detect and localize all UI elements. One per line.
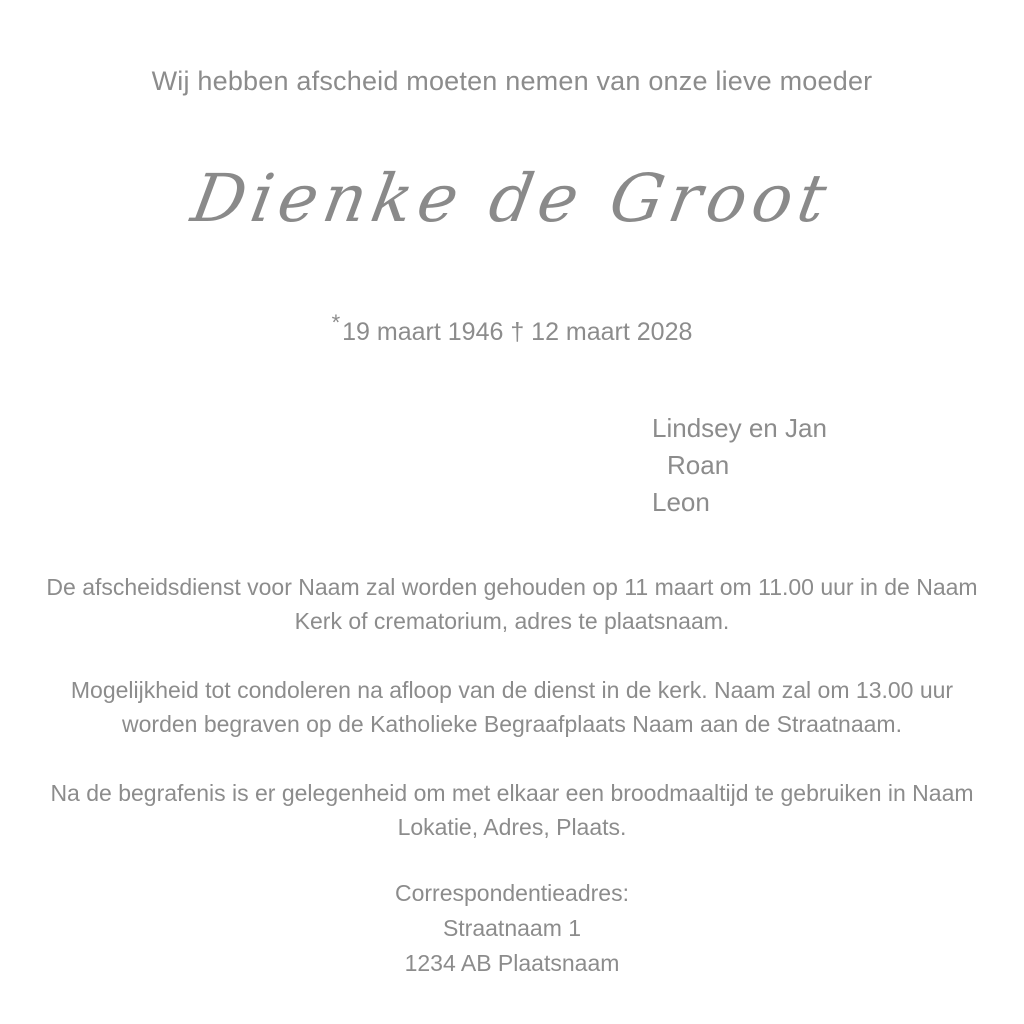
condolence-paragraph: Mogelijkheid tot condoleren na afloop van de dienst in de kerk. Naam zal om 13.00 uur worden begraven op de Katholieke Begraafplaats Naam aan de Straatnaam.: [70, 677, 954, 737]
address-city: 1234 AB Plaatsnaam: [404, 950, 620, 976]
gathering-paragraph: Na de begrafenis is er gelegenheid om met elkaar een broodmaaltijd te gebruiken in Naam Lokatie, Adres, Plaats.: [50, 780, 974, 840]
deceased-name: Dienke de Groot: [186, 160, 838, 237]
intro-text: Wij hebben afscheid moeten nemen van onze lieve moeder: [151, 66, 873, 96]
service-paragraph: De afscheidsdienst voor Naam zal worden gehouden op 11 maart om 11.00 uur in de Naam Kerk of crematorium, adres te plaatsnaam.: [46, 574, 978, 634]
address-street: Straatnaam 1: [442, 915, 582, 941]
birth-symbol: *: [331, 310, 341, 335]
family-list: [652, 410, 827, 521]
correspondence-label: Correspondentieadres:: [395, 880, 629, 906]
dates-text: 19 maart 1946 † 12 maart 2028: [342, 318, 693, 346]
family-member: Roan: [667, 450, 730, 480]
correspondence-address: [0, 876, 1024, 981]
family-member: Lindsey en Jan: [652, 413, 827, 443]
life-dates: [0, 310, 1024, 347]
family-member: Leon: [652, 487, 710, 517]
